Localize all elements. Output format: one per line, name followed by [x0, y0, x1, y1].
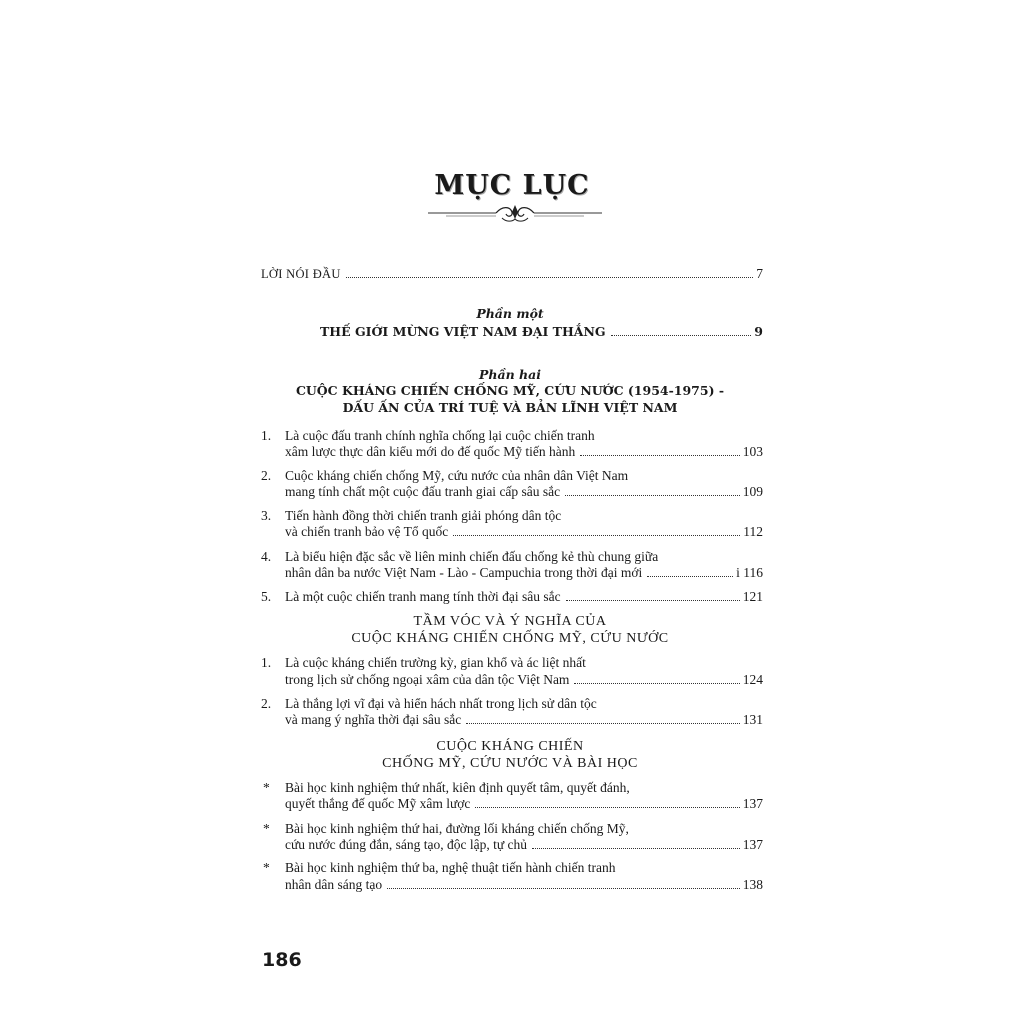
item-number: 4. [261, 549, 272, 564]
toc-entry-label: THẾ GIỚI MỪNG VIỆT NAM ĐẠI THẮNG [320, 324, 606, 339]
dot-leader [532, 848, 740, 849]
toc-entry-label: nhân dân sáng tạo [285, 877, 383, 892]
toc-entry-line: Là cuộc kháng chiến trường kỳ, gian khổ và ác liệt nhất [285, 655, 586, 670]
item-number: 5. [261, 589, 272, 604]
toc-entry-label: LỜI NÓI ĐẦU [261, 267, 341, 281]
page-number: 186 [262, 949, 302, 971]
item-number: 2. [261, 468, 272, 483]
toc-entry[interactable] [285, 444, 763, 460]
toc-entry-label: nhân dân ba nước Việt Nam - Lào - Campuchia trong thời đại mới [285, 565, 643, 580]
toc-entry[interactable] [285, 589, 763, 605]
part-title: DẤU ẤN CỦA TRÍ TUỆ VÀ BẢN LĨNH VIỆT NAM [342, 400, 678, 415]
toc-entry[interactable] [285, 524, 763, 540]
toc-page-number: 124 [742, 672, 763, 687]
dot-leader [580, 455, 740, 456]
toc-entry[interactable] [285, 796, 763, 812]
page-title: MỤC LỤC [434, 170, 590, 201]
toc-page-number: 109 [742, 484, 763, 499]
toc-entry-label: và chiến tranh bảo vệ Tổ quốc [285, 524, 449, 539]
toc-entry[interactable] [285, 565, 763, 581]
section-title: CUỘC KHÁNG CHIẾN CHỐNG MỸ, CỨU NƯỚC [351, 631, 669, 646]
toc-entry-line: Tiến hành đồng thời chiến tranh giải phóng dân tộc [285, 508, 562, 523]
toc-entry-line: Bài học kinh nghiệm thứ ba, nghệ thuật tiến hành chiến tranh [285, 860, 616, 875]
toc-page-number: 137 [742, 796, 763, 811]
part-label: Phần hai [479, 367, 541, 382]
toc-entry-line: Bài học kinh nghiệm thứ hai, đường lối kháng chiến chống Mỹ, [285, 821, 629, 836]
toc-entry-label: xâm lược thực dân kiểu mới do đế quốc Mỹ tiến hành [285, 444, 576, 459]
dot-leader [475, 807, 739, 808]
toc-entry-line: Là thắng lợi vĩ đại và hiển hách nhất trong lịch sử dân tộc [285, 696, 597, 711]
toc-page-number: 9 [754, 324, 763, 339]
bullet-marker: * [263, 821, 270, 836]
toc-entry-label: quyết thắng đế quốc Mỹ xâm lược [285, 796, 471, 811]
toc-entry[interactable] [285, 837, 763, 853]
toc-page-number: 112 [743, 524, 763, 539]
dot-leader [565, 495, 740, 496]
toc-entry-label: mang tính chất một cuộc đấu tranh giai cấp sâu sắc [285, 484, 561, 499]
dot-leader [387, 888, 740, 889]
toc-entry-line: Là biểu hiện đặc sắc về liên minh chiến đấu chống kẻ thù chung giữa [285, 549, 659, 564]
dot-leader [574, 683, 739, 684]
dot-leader [466, 723, 740, 724]
item-number: 1. [261, 655, 272, 670]
toc-entry-label: trong lịch sử chống ngoại xâm của dân tộc Việt Nam [285, 672, 570, 687]
section-title: TẦM VÓC VÀ Ý NGHĨA CỦA [413, 614, 607, 629]
toc-page-number: 137 [742, 837, 763, 852]
toc-entry[interactable] [285, 484, 763, 500]
toc-page-number: 131 [742, 712, 763, 727]
toc-entry[interactable] [285, 877, 763, 893]
section-title: CHỐNG MỸ, CỨU NƯỚC VÀ BÀI HỌC [382, 756, 638, 771]
bullet-marker: * [263, 860, 270, 875]
toc-page-number: 138 [742, 877, 763, 892]
toc-entry-line: Bài học kinh nghiệm thứ nhất, kiên định quyết tâm, quyết đánh, [285, 780, 630, 795]
toc-entry-label: cứu nước đúng đắn, sáng tạo, độc lập, tự chủ [285, 837, 528, 852]
toc-entry-label: và mang ý nghĩa thời đại sâu sắc [285, 712, 462, 727]
toc-entry-preface[interactable] [261, 266, 763, 282]
dot-leader [611, 335, 752, 336]
toc-page-number: 121 [742, 589, 763, 604]
dot-leader [566, 600, 740, 601]
title-ornament [426, 202, 604, 226]
dot-leader [346, 277, 754, 278]
item-number: 3. [261, 508, 272, 523]
item-number: 2. [261, 696, 272, 711]
toc-entry-line: Cuộc kháng chiến chống Mỹ, cứu nước của nhân dân Việt Nam [285, 468, 629, 483]
toc-entry[interactable] [285, 672, 763, 688]
toc-entry-label: Là một cuộc chiến tranh mang tính thời đại sâu sắc [285, 589, 561, 604]
dot-leader [647, 576, 733, 577]
part-label: Phần một [476, 306, 544, 321]
toc-entry-line: Là cuộc đấu tranh chính nghĩa chống lại cuộc chiến tranh [285, 428, 595, 443]
part-title: CUỘC KHÁNG CHIẾN CHỐNG MỸ, CỨU NƯỚC (1954-1975) - [295, 383, 725, 398]
section-title: CUỘC KHÁNG CHIẾN [436, 739, 584, 754]
toc-entry[interactable] [285, 712, 763, 728]
toc-entry-part1[interactable] [320, 324, 763, 340]
toc-page-number: 7 [756, 266, 763, 281]
item-number: 1. [261, 428, 272, 443]
dot-leader [453, 535, 740, 536]
toc-page-number: i 116 [736, 565, 763, 580]
toc-page-number: 103 [742, 444, 763, 459]
bullet-marker: * [263, 780, 270, 795]
